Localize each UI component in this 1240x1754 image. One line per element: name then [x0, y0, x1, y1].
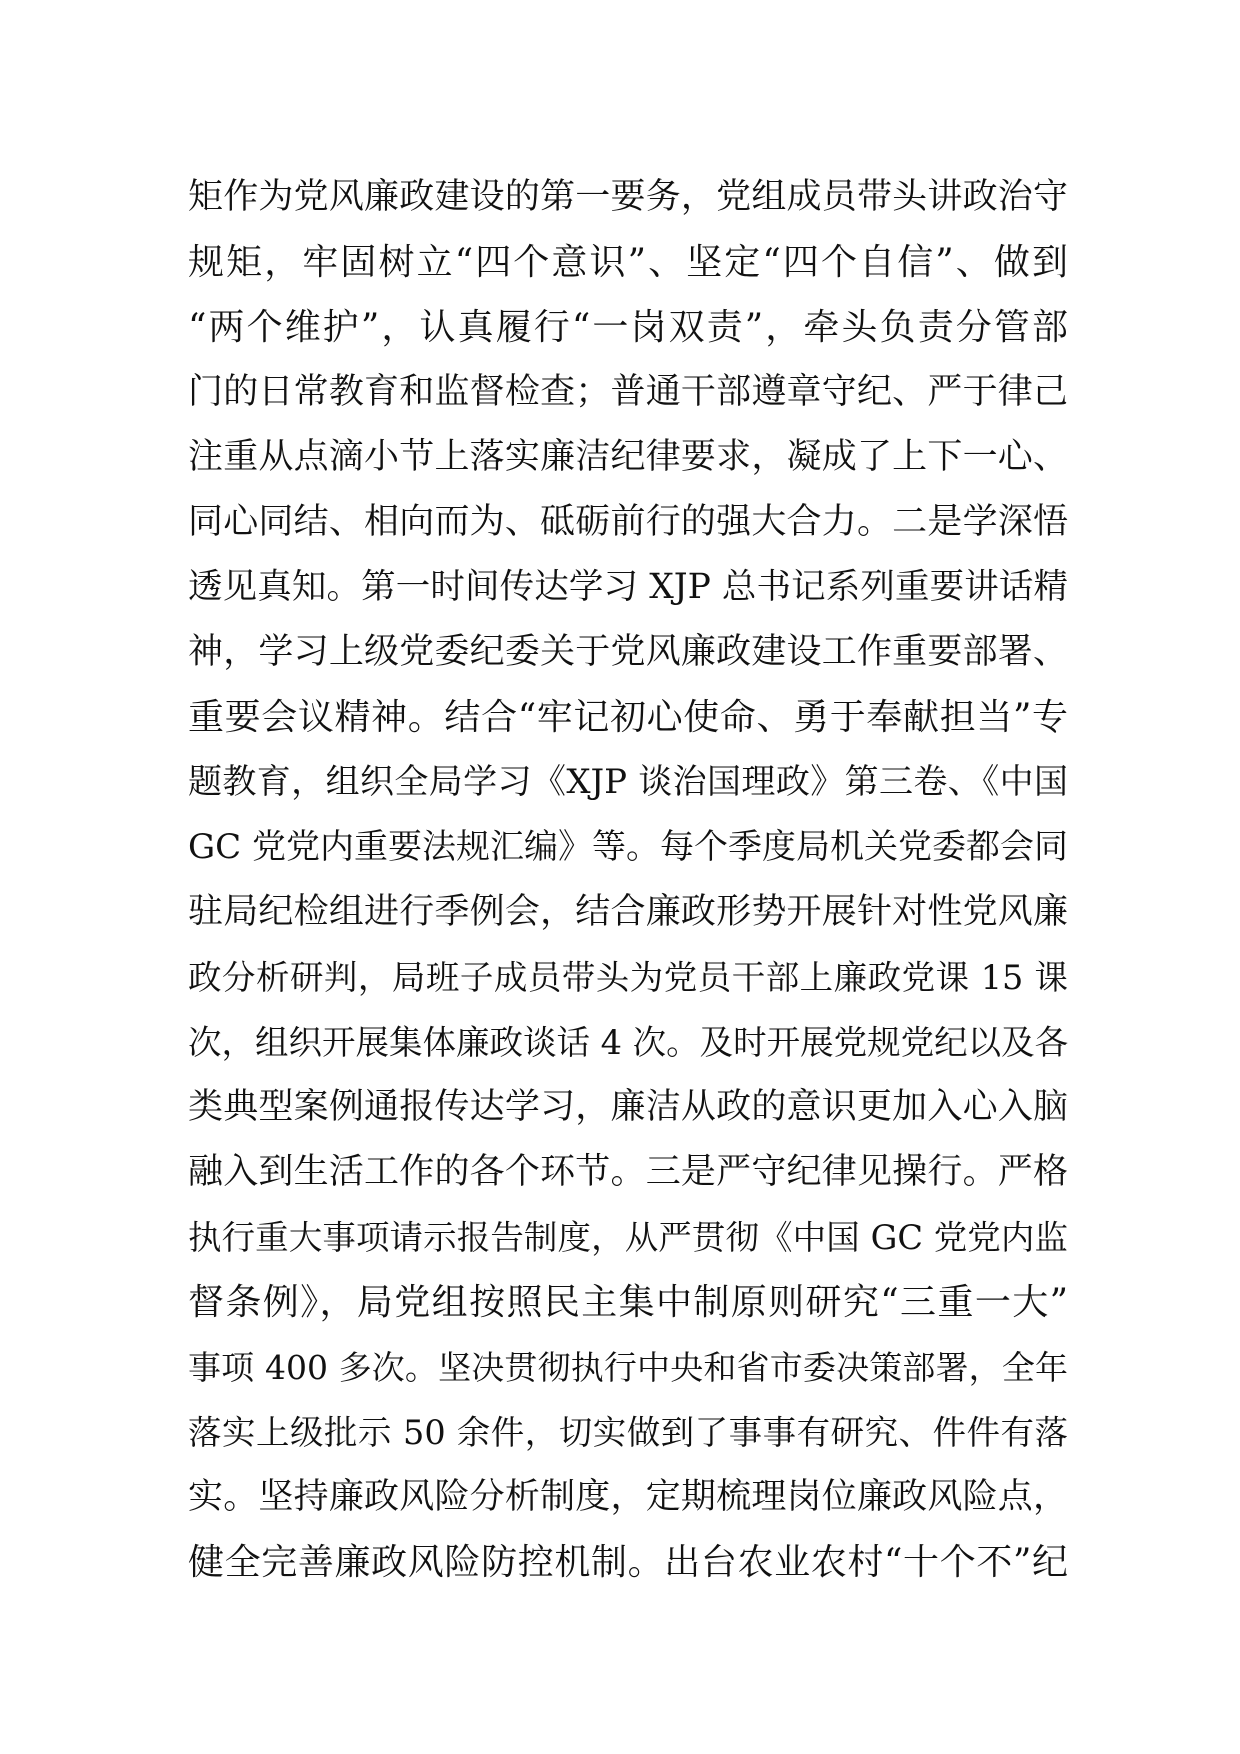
text-line: 矩作为党风廉政建设的第一要务，党组成员带头讲政治守 — [188, 177, 1068, 217]
text-line: 政分析研判，局班子成员带头为党员干部上廉政党课 15 课 — [188, 958, 1068, 997]
text-line: 健全完善廉政风险防控机制。出台农业农村“十个不”纪 — [188, 1542, 1068, 1583]
text-line: 规矩，牢固树立“四个意识”、坚定“四个自信”、做到 — [188, 242, 1068, 283]
text-line: 神，学习上级党委纪委关于党风廉政建设工作重要部署、 — [188, 632, 1068, 672]
text-line: 门的日常教育和监督检查；普通干部遵章守纪、严于律己 — [188, 372, 1068, 412]
text-line: 落实上级批示 50 余件，切实做到了事事有研究、件件有落 — [188, 1413, 1068, 1452]
text-line: 次，组织开展集体廉政谈话 4 次。及时开展党规党纪以及各 — [188, 1023, 1069, 1062]
body-paragraph — [188, 165, 1068, 1595]
text-line: 注重从点滴小节上落实廉洁纪律要求，凝成了上下一心、 — [188, 437, 1068, 477]
text-line: 事项 400 多次。坚决贯彻执行中央和省市委决策部署，全年 — [188, 1348, 1068, 1387]
text-line: 题教育，组织全局学习《XJP 谈治国理政》第三卷、《中国 — [188, 762, 1068, 802]
text-line: 驻局纪检组进行季例会，结合廉政形势开展针对性党风廉 — [188, 892, 1068, 932]
text-line: 实。坚持廉政风险分析制度，定期梳理岗位廉政风险点， — [188, 1477, 1068, 1517]
text-line: 类典型案例通报传达学习，廉洁从政的意识更加入心入脑 — [188, 1087, 1068, 1127]
text-line: 融入到生活工作的各个环节。三是严守纪律见操行。严格 — [188, 1152, 1068, 1192]
text-line: “两个维护”，认真履行“一岗双责”，牵头负责分管部 — [188, 307, 1068, 348]
text-line: GC 党党内重要法规汇编》等。每个季度局机关党委都会同 — [188, 827, 1068, 867]
text-line: 执行重大事项请示报告制度，从严贯彻《中国 GC 党党内监 — [188, 1218, 1068, 1257]
text-line: 透见真知。第一时间传达学习 XJP 总书记系列重要讲话精 — [188, 567, 1068, 607]
text-line: 同心同结、相向而为、砥砺前行的强大合力。二是学深悟 — [188, 502, 1068, 542]
text-line: 重要会议精神。结合“牢记初心使命、勇于奉献担当”专 — [188, 697, 1068, 738]
text-line: 督条例》，局党组按照民主集中制原则研究“三重一大” — [188, 1282, 1068, 1323]
